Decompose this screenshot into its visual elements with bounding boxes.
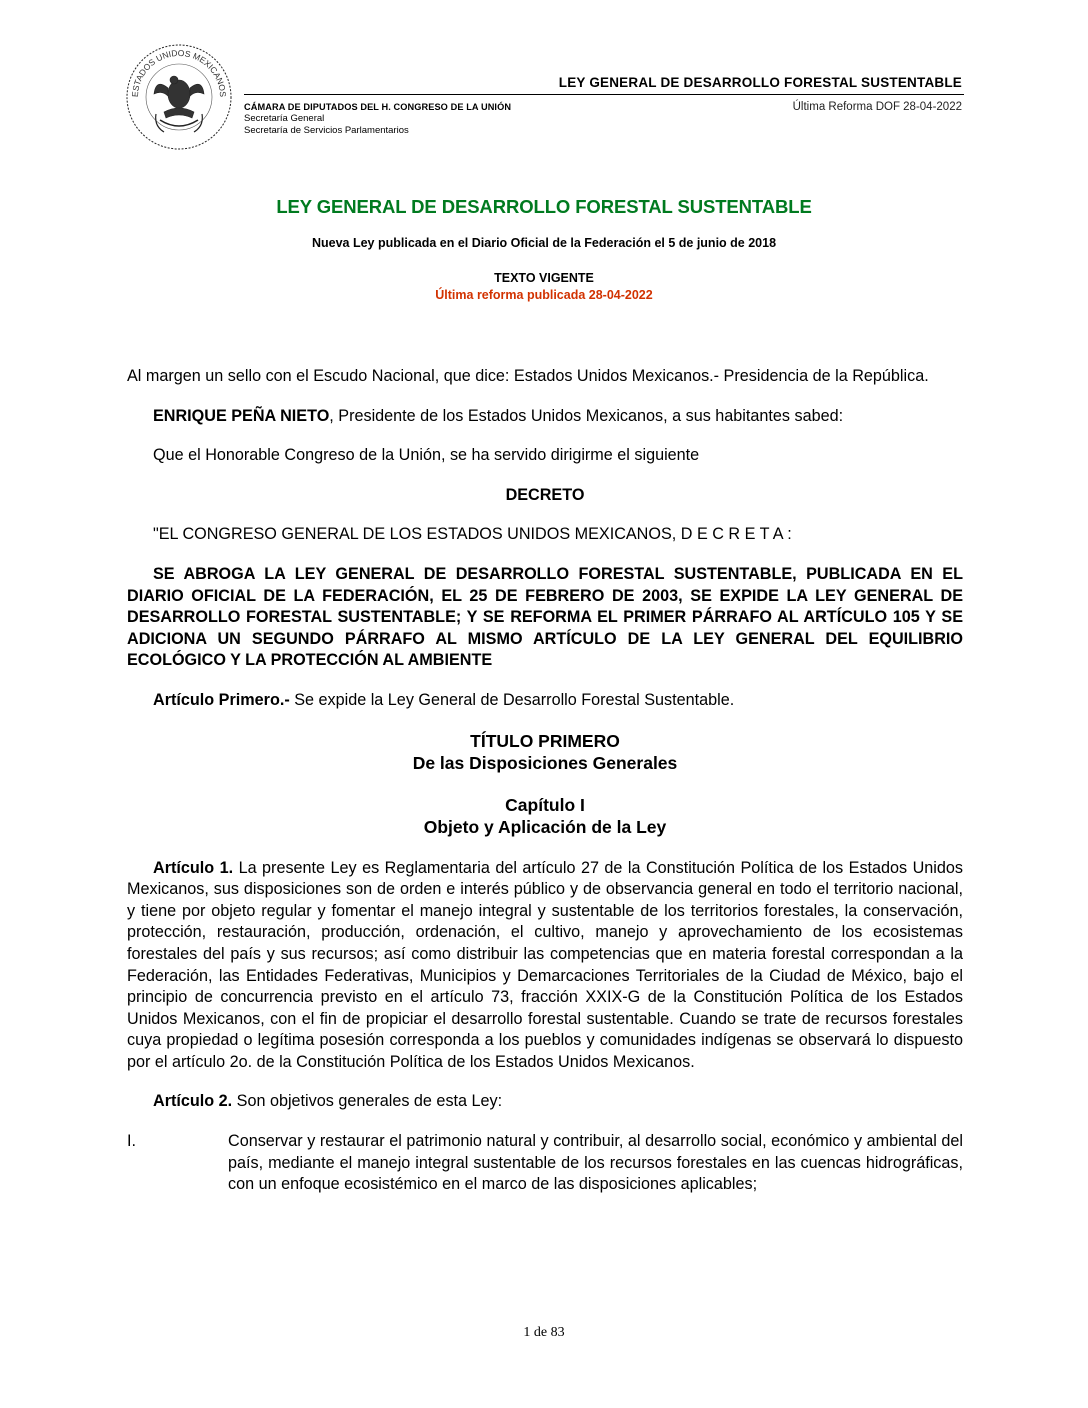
article-primero: Artículo Primero.- Se expide la Ley General de Desarrollo Forestal Sustentable.: [153, 690, 735, 709]
decree-heading: DECRETO: [505, 485, 585, 504]
fraction-text: Conservar y restaurar el patrimonio natural y contribuir, al desarrollo social, económico y ambiental del país, mediante el manejo integral sustentable de los recursos forestales en las cuencas hidrográficas, con un enfoque ecosistémico en el marco de las disposiciones aplicables;: [228, 1132, 963, 1194]
margin-seal-paragraph: Al margen un sello con el Escudo Nacional, que dice: Estados Unidos Mexicanos.- Presidencia de la República.: [127, 367, 929, 385]
coat-of-arms-seal: [124, 42, 234, 152]
titulo-subtitle: De las Disposiciones Generales: [412, 752, 678, 773]
congress-paragraph: Que el Honorable Congreso de la Unión, se ha servido dirigirme el siguiente: [153, 446, 700, 465]
institution-parliamentary-services: Secretaría de Servicios Parlamentarios: [244, 125, 409, 136]
seal-text: ESTADOS UNIDOS MEXICANOS: [129, 47, 229, 98]
president-name: ENRIQUE PEÑA NIETO: [153, 406, 330, 425]
article-2: Artículo 2. Son objetivos generales de esta Ley:: [153, 1092, 503, 1111]
last-reform-note: Última reforma publicada 28-04-2022: [435, 288, 653, 302]
text-status: TEXTO VIGENTE: [494, 271, 594, 285]
titulo-label: TÍTULO PRIMERO: [470, 730, 620, 751]
fraction-i: [127, 1131, 963, 1196]
institution-secretariat: Secretaría General: [244, 113, 325, 124]
titulo-heading: [127, 730, 963, 774]
fraction-number: I.: [127, 1132, 136, 1151]
decree-preamble: "EL CONGRESO GENERAL DE LOS ESTADOS UNIDOS MEXICANOS, D E C R E T A :: [153, 525, 792, 544]
capitulo-label: Capítulo I: [505, 794, 585, 815]
document-title: LEY GENERAL DE DESARROLLO FORESTAL SUSTENTABLE: [276, 196, 812, 217]
document-body: [127, 366, 963, 1214]
publication-note: Nueva Ley publicada en el Diario Oficial de la Federación el 5 de junio de 2018: [311, 236, 777, 250]
decree-summary: SE ABROGA LA LEY GENERAL DE DESARROLLO FORESTAL SUSTENTABLE, PUBLICADA EN EL DIARIO OFICIAL DE LA FEDERACIÓN, EL 25 DE FEBRERO DE 2003, SE EXPIDE LA LEY GENERAL DE DESARROLLO FORESTAL SUSTENTABLE; Y SE REFORMA EL PRIMER PÁRRAFO AL ARTÍCULO 105 Y SE ADICIONA UN SEGUNDO PÁRRAFO AL MISMO ARTÍCULO DE LA LEY GENERAL DEL EQUILIBRIO ECOLÓGICO Y LA PROTECCIÓN AL AMBIENTE: [127, 564, 963, 670]
header-rule: [244, 94, 964, 95]
page-number: 1 de 83: [523, 1325, 565, 1340]
president-paragraph: ENRIQUE PEÑA NIETO, Presidente de los Estados Unidos Mexicanos, a sus habitantes sabed:: [153, 406, 844, 425]
header-last-reform: Última Reforma DOF 28-04-2022: [792, 101, 962, 113]
article-1: Artículo 1. La presente Ley es Reglamentaria del artículo 27 de la Constitución Política de los Estados Unidos Mexicanos, sus disposiciones son de orden e interés público y de observancia general en todo el territorio nacional, y tiene por objeto regular y fomentar el manejo integral y sustentable de los territorios forestales, la conservación, protección, restauración, producción, ordenación, el cultivo, manejo y aprovechamiento de los ecosistemas forestales del país y sus recursos; así como distribuir las competencias que en materia forestal correspondan a la Federación, las Entidades Federativas, Municipios y Demarcaciones Territoriales de la Ciudad de México, bajo el principio de concurrencia previsto en el artículo 73, fracción XXIX-G de la Constitución Política de los Estados Unidos Mexicanos, con el fin de propiciar el desarrollo forestal sustentable. Cuando se trate de recursos forestales cuya propiedad o legítima posesión corresponda a los pueblos y comunidades indígenas se observará lo dispuesto por el artículo 2o. de la Constitución Política de los Estados Unidos Mexicanos.: [127, 858, 963, 1071]
institution-name: CÁMARA DE DIPUTADOS DEL H. CONGRESO DE LA UNIÓN: [244, 102, 512, 112]
capitulo-heading: [127, 794, 963, 838]
capitulo-subtitle: Objeto y Aplicación de la Ley: [423, 816, 667, 837]
institution-block: [244, 101, 511, 137]
header-law-title: LEY GENERAL DE DESARROLLO FORESTAL SUSTENTABLE: [558, 75, 962, 90]
